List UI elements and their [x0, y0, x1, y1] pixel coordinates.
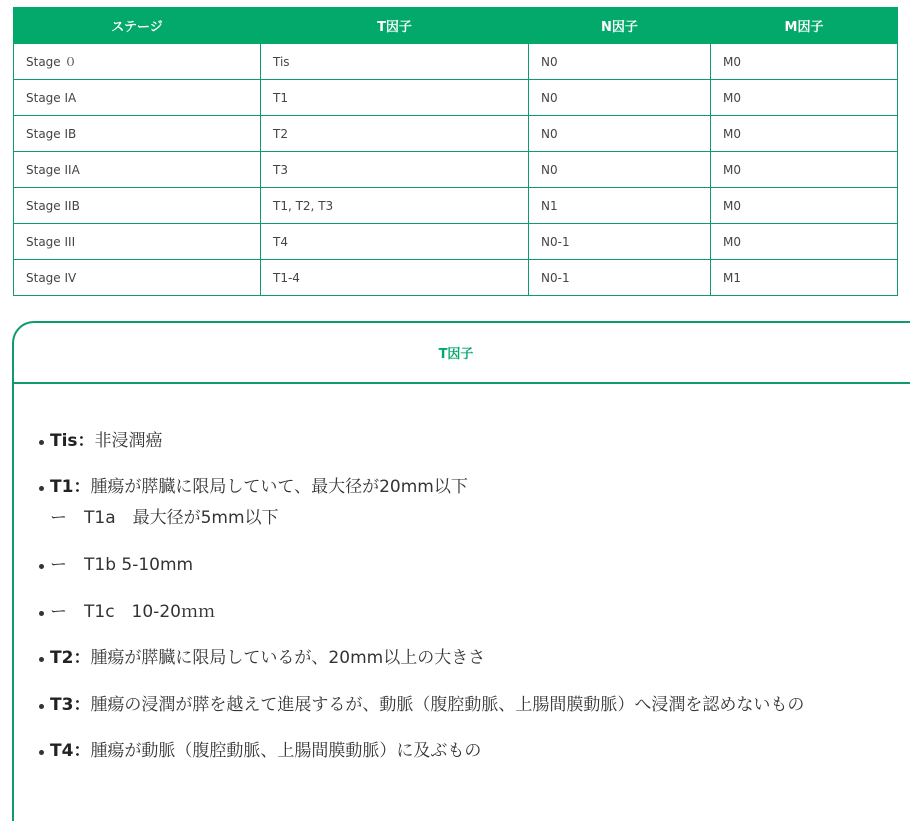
table-row [14, 224, 898, 260]
table-row [14, 44, 898, 80]
cell-m: M0 [711, 80, 898, 116]
t-factor-box [12, 321, 910, 821]
item-text: 腫瘍が膵臓に限局しているが、20mm以上の大きさ [90, 648, 486, 668]
list-item [50, 736, 481, 767]
cell-stage: Stage IIB [14, 188, 261, 224]
bullet-icon [39, 704, 44, 709]
cell-t: Tis [261, 44, 529, 80]
item-separator: ： [73, 648, 91, 668]
cell-stage: Stage IIA [14, 152, 261, 188]
item-subtext: ー T1a 最大径が5mm以下 [50, 508, 279, 528]
list-item [50, 472, 468, 534]
cell-stage: Stage ０ [14, 44, 261, 80]
bullet-icon [39, 564, 44, 569]
stage-table [13, 7, 898, 296]
list-item [50, 597, 215, 628]
item-text: 腫瘍が膵臓に限局していて、最大径が20mm以下 [90, 477, 468, 497]
cell-m: M0 [711, 116, 898, 152]
item-label: T3 [50, 695, 74, 715]
header-t-factor: T因子 [261, 8, 529, 44]
item-separator: ： [73, 741, 91, 761]
cell-m: M0 [711, 44, 898, 80]
cell-m: M0 [711, 152, 898, 188]
table-header-row [14, 8, 898, 44]
cell-n: N0 [529, 44, 711, 80]
item-text: ー T1c 10-20ｍｍ [50, 602, 215, 622]
table-row [14, 116, 898, 152]
list-item [50, 643, 485, 674]
item-separator: ： [77, 431, 95, 451]
item-separator: ： [73, 695, 91, 715]
cell-stage: Stage III [14, 224, 261, 260]
cell-stage: Stage IA [14, 80, 261, 116]
item-label: T1 [50, 477, 74, 497]
item-label: Tis [50, 431, 78, 451]
cell-n: N1 [529, 188, 711, 224]
cell-t: T2 [261, 116, 529, 152]
cell-m: M0 [711, 188, 898, 224]
table-row [14, 80, 898, 116]
cell-stage: Stage IB [14, 116, 261, 152]
item-label: T4 [50, 741, 74, 761]
item-text: 腫瘍が動脈（腹腔動脈、上腸間膜動脈）に及ぶもの [90, 741, 482, 761]
list-item [50, 426, 163, 457]
cell-t: T1 [261, 80, 529, 116]
cell-m: M0 [711, 224, 898, 260]
cell-t: T4 [261, 224, 529, 260]
cell-n: N0-1 [529, 224, 711, 260]
bullet-icon [39, 750, 44, 755]
cell-n: N0 [529, 152, 711, 188]
list-item [50, 550, 193, 581]
bullet-icon [39, 611, 44, 616]
table-row [14, 260, 898, 296]
cell-t: T1, T2, T3 [261, 188, 529, 224]
header-m-factor: M因子 [711, 8, 898, 44]
header-stage: ステージ [14, 8, 261, 44]
item-text: ー T1b 5-10mm [50, 555, 194, 575]
item-text: 非浸潤癌 [94, 431, 163, 451]
cell-t: T3 [261, 152, 529, 188]
cell-n: N0 [529, 80, 711, 116]
table-row [14, 152, 898, 188]
item-separator: ： [73, 477, 91, 497]
cell-stage: Stage IV [14, 260, 261, 296]
cell-m: M1 [711, 260, 898, 296]
t-factor-box-title: T因子 [14, 323, 910, 384]
table-row [14, 188, 898, 224]
bullet-icon [39, 657, 44, 662]
bullet-icon [39, 440, 44, 445]
cell-t: T1-4 [261, 260, 529, 296]
list-item [50, 690, 804, 721]
item-label: T2 [50, 648, 74, 668]
header-n-factor: N因子 [529, 8, 711, 44]
item-text: 腫瘍の浸潤が膵を越えて進展するが、動脈（腹腔動脈、上腸間膜動脈）へ浸潤を認めないもの [90, 695, 805, 715]
cell-n: N0 [529, 116, 711, 152]
bullet-icon [39, 486, 44, 491]
cell-n: N0-1 [529, 260, 711, 296]
